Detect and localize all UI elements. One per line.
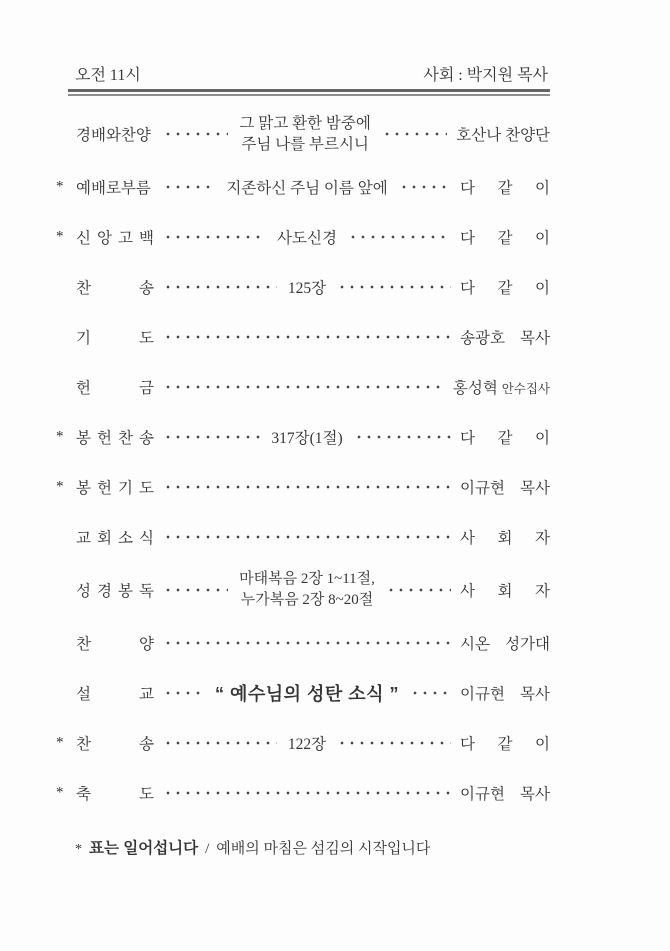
- service-item-person: 다 같 이: [460, 180, 551, 197]
- dot-leader: [163, 535, 451, 539]
- dot-leader: [163, 588, 228, 592]
- service-row: [68, 562, 550, 618]
- service-item-label: 헌 금: [76, 380, 154, 397]
- stand-marker: *: [75, 842, 82, 857]
- stand-marker: *: [56, 428, 64, 445]
- service-item-detail: 사도신경: [277, 230, 337, 247]
- service-item-detail: 125장: [287, 280, 327, 297]
- service-item-label: 설 교: [76, 686, 154, 703]
- stand-marker: *: [56, 228, 64, 245]
- order-of-service: [56, 62, 551, 858]
- dot-leader: [163, 691, 204, 695]
- dot-leader: [354, 435, 451, 439]
- dot-leader: [163, 741, 277, 745]
- service-item-label: 찬 양: [76, 636, 154, 653]
- service-item-label: 축 도: [76, 786, 154, 803]
- dot-leader: [163, 435, 260, 439]
- service-item-person: 이규현 목사: [460, 686, 551, 703]
- service-item-person: 사 회 자: [460, 530, 550, 547]
- service-item-detail: 지존하신 주님 이름 앞에: [226, 180, 388, 197]
- service-item-person: 사 회 자: [460, 583, 550, 600]
- dot-leader: [348, 235, 451, 239]
- service-item-person: 다 같 이: [460, 230, 550, 247]
- dot-leader: [163, 185, 215, 189]
- service-item-label: 신 앙 고 백: [76, 230, 154, 247]
- service-item-label: 찬 송: [76, 280, 154, 297]
- detail-line: 누가복음 2장 8~20절: [240, 592, 374, 608]
- service-item-label: 성 경 봉 독: [76, 583, 154, 600]
- service-row: [68, 618, 550, 668]
- footer-note-bold: 표는 일어섭니다: [89, 840, 199, 857]
- dot-leader: [163, 132, 228, 136]
- dot-leader: [163, 235, 266, 239]
- service-item-person: 다 같 이: [460, 430, 550, 447]
- service-row: [56, 162, 551, 212]
- service-item-label: 기 도: [76, 330, 154, 347]
- person-title: 안수집사: [501, 382, 550, 396]
- dot-leader: [163, 385, 444, 389]
- footer-note-text: 예배의 마침은 섬김의 시작입니다: [216, 841, 431, 857]
- detail-line: 그 맑고 환한 밤중에: [239, 115, 371, 132]
- person-name: 홍성혁: [452, 380, 498, 397]
- detail-line: 마태복음 2장 1~11절,: [239, 571, 375, 587]
- service-rows: [56, 96, 551, 818]
- dot-leader: [163, 485, 451, 489]
- dot-leader: [163, 285, 277, 289]
- header-double-rule: [68, 89, 550, 96]
- dot-leader: [382, 132, 447, 136]
- service-row: [68, 312, 550, 362]
- service-row: [68, 512, 550, 562]
- dot-leader: [163, 791, 451, 795]
- service-item-person: 시온 성가대: [460, 636, 550, 653]
- service-item-person: 이규현 목사: [460, 786, 550, 803]
- stand-marker: *: [56, 734, 64, 751]
- service-row: [68, 668, 550, 718]
- service-row: [68, 106, 550, 162]
- service-time: 오전 11시: [75, 67, 141, 84]
- presider-label: 사회 : 박지원 목사: [423, 67, 548, 84]
- dot-leader: [410, 691, 451, 695]
- dot-leader: [163, 641, 451, 645]
- service-item-label: 봉 헌 기 도: [76, 480, 154, 497]
- service-row: [56, 718, 551, 768]
- service-row: [56, 212, 550, 262]
- dot-leader: [163, 335, 451, 339]
- service-item-detail: [237, 569, 377, 611]
- service-item-person: 이규현 목사: [460, 480, 550, 497]
- service-item-label: 교 회 소 식: [76, 530, 154, 547]
- service-item-detail: 122장: [287, 736, 327, 753]
- sermon-title: “ 예수님의 성탄 소식 ”: [214, 684, 400, 704]
- service-row: [56, 412, 550, 462]
- service-item-label: 찬 송: [76, 736, 154, 753]
- footer-note: [68, 836, 550, 858]
- service-row: [56, 768, 550, 818]
- service-item-label: 봉 헌 찬 송: [76, 430, 154, 447]
- stand-marker: *: [56, 784, 64, 801]
- service-item-person: 다 같 이: [460, 280, 551, 297]
- service-item-person: 다 같 이: [460, 736, 551, 753]
- service-item-person: 호산나 찬양단: [456, 127, 551, 144]
- service-row: [68, 262, 550, 312]
- footer-note-separator: /: [205, 841, 210, 857]
- service-header: [68, 62, 550, 86]
- detail-line: 주님 나를 부르시니: [241, 136, 369, 153]
- dot-leader: [399, 185, 451, 189]
- service-item-label: 예배로부름: [76, 180, 151, 197]
- service-item-detail: [237, 113, 372, 155]
- stand-marker: *: [56, 178, 64, 195]
- service-item-detail: 317장(1절): [271, 430, 343, 447]
- service-row: [56, 462, 550, 512]
- service-item-label: 경배와찬양: [76, 127, 151, 144]
- service-item-person: [453, 376, 550, 398]
- dot-leader: [386, 588, 451, 592]
- service-row: [68, 362, 550, 412]
- service-item-person: 송광호 목사: [460, 330, 550, 347]
- dot-leader: [337, 741, 451, 745]
- dot-leader: [337, 285, 451, 289]
- stand-marker: *: [56, 478, 64, 495]
